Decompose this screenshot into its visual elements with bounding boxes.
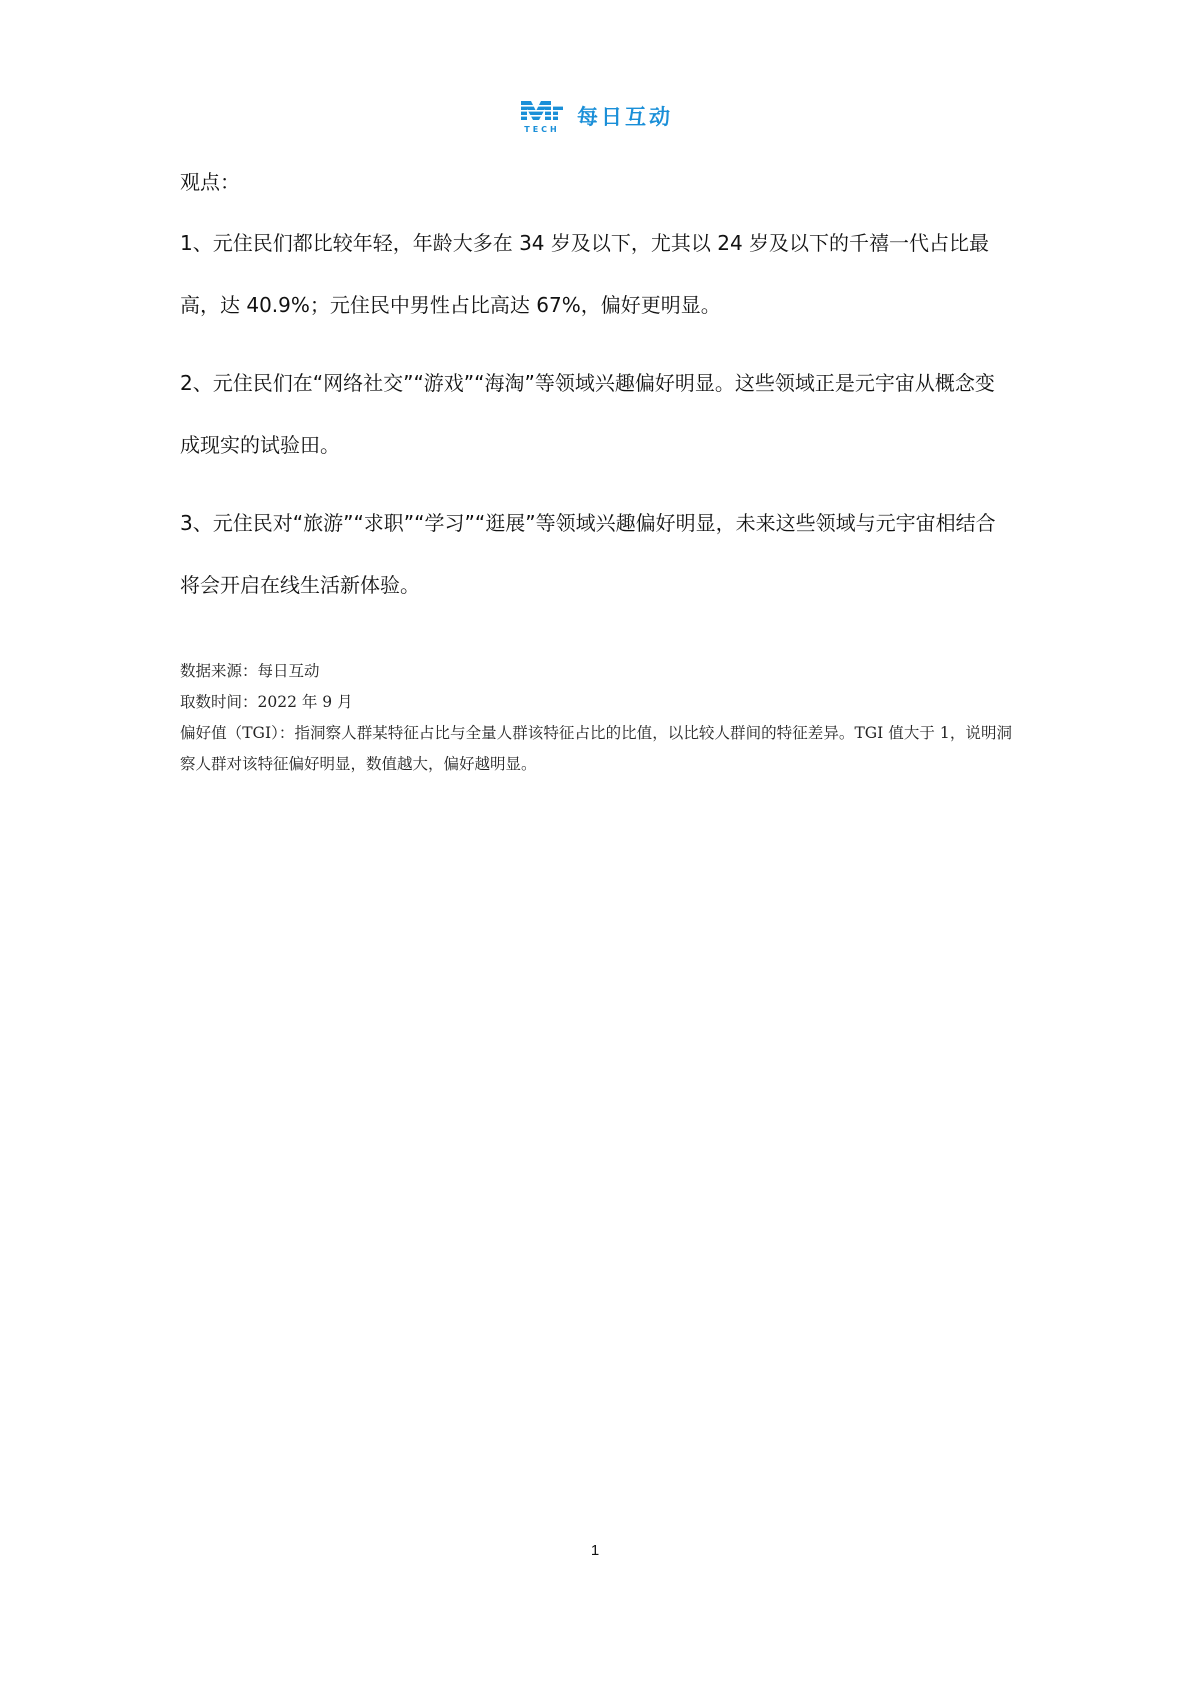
brand-logo-icon [517,96,567,136]
point-3: 3、元住民对“旅游”“求职”“学习”“逛展”等领域兴趣偏好明显，未来这些领域与元宇宙相结合将会开启在线生活新体验。 [180,511,996,597]
page-header [0,96,1190,136]
data-source-note: 数据来源：每日互动 [180,662,320,680]
footnotes [180,656,1012,780]
point-2: 2、元住民们在“网络社交”“游戏”“海淘”等领域兴趣偏好明显。这些领域正是元宇宙从概念变成现实的试验田。 [180,371,995,457]
section-heading: 观点： [180,170,240,194]
data-time-note: 取数时间：2022 年 9 月 [180,693,353,711]
brand-name: 每日互动 [577,105,673,129]
logo-sub-text: TECH [524,125,560,134]
page-number: 1 [590,1542,600,1559]
tgi-definition-note: 偏好值（TGI）：指洞察人群某特征占比与全量人群该特征占比的比值，以比较人群间的特征差异。TGI 值大于 1，说明洞察人群对该特征偏好明显，数值越大，偏好越明显。 [180,724,1012,773]
main-content [180,168,1012,616]
point-1: 1、元住民们都比较年轻，年龄大多在 34 岁及以下，尤其以 24 岁及以下的千禧一代占比最高，达 40.9%；元住民中男性占比高达 67%，偏好更明显。 [180,231,990,317]
